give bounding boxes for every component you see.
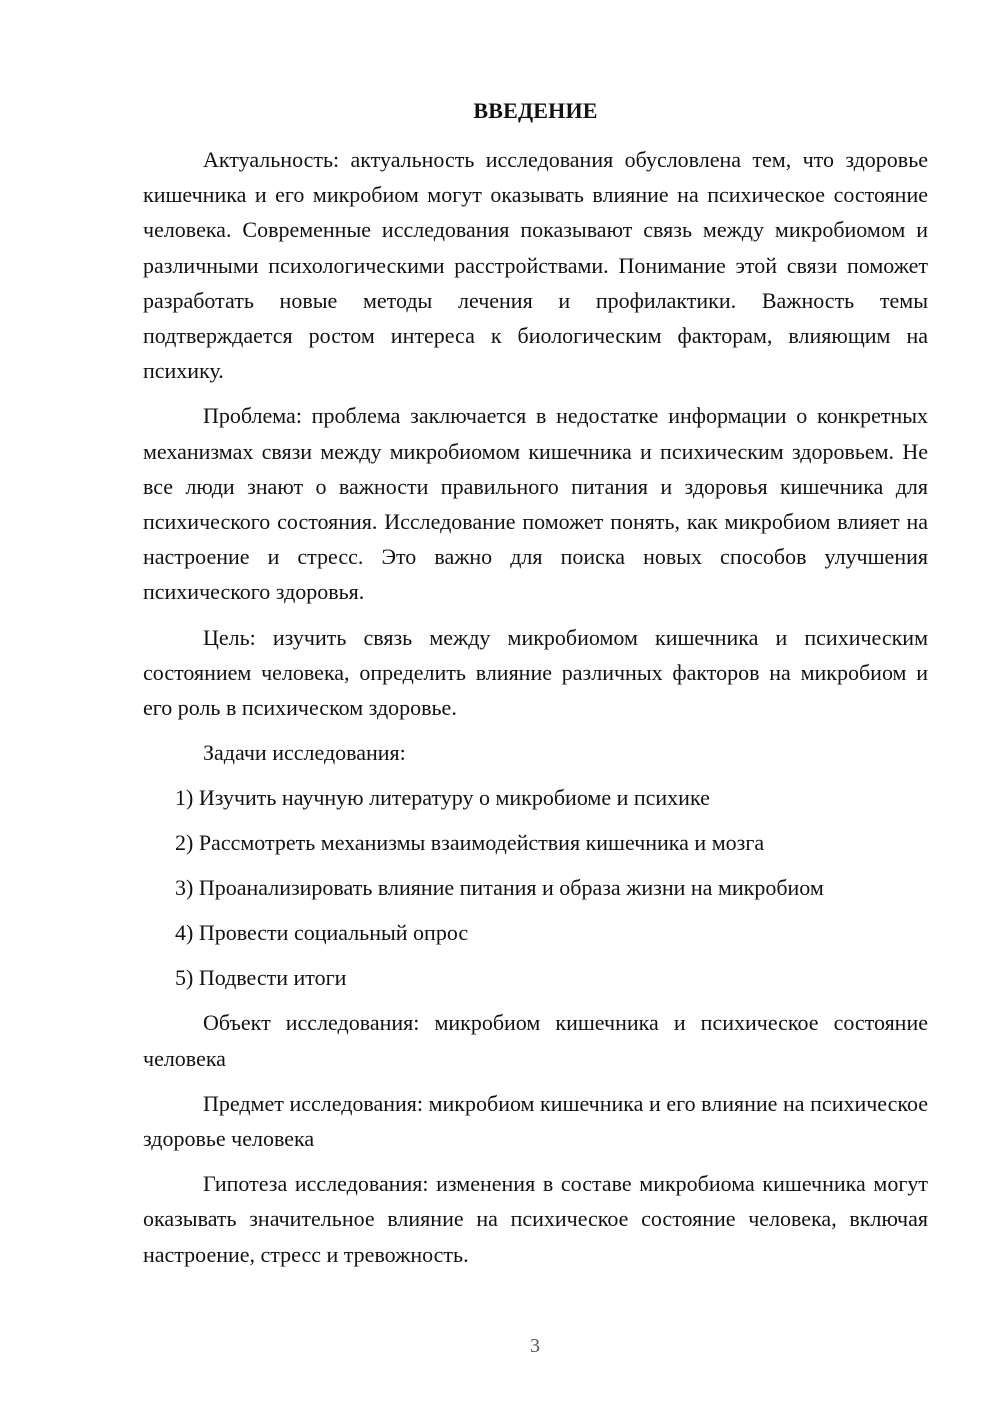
task-item: 5) Подвести итоги xyxy=(175,965,347,991)
task-item: 3) Проанализировать влияние питания и образа жизни на микробиом xyxy=(175,875,824,901)
relevance-paragraph: Актуальность: актуальность исследования обусловлена тем, что здоровье кишечника и его микробиом могут оказывать влияние на психическое состояние человека. Современные исследования показывают связь между микробиомом и различными психологическими расстройствами. Понимание этой связи поможет разработать новые методы лечения и профилактики. Важность темы подтверждается ростом интереса к биологическим факторам, влияющим на психику. xyxy=(143,147,928,384)
task-item: 2) Рассмотреть механизмы взаимодействия кишечника и мозга xyxy=(175,830,765,856)
problem-paragraph: Проблема: проблема заключается в недостатке информации о конкретных механизмах связи между микробиомом кишечника и психическим здоровьем. Не все люди знают о важности правильного питания и здоровья кишечника для психического состояния. Исследование поможет понять, как микробиом влияет на настроение и стресс. Это важно для поиска новых способов улучшения психического здоровья. xyxy=(143,403,928,605)
tasks-heading: Задачи исследования: xyxy=(203,740,406,766)
goal-paragraph: Цель: изучить связь между микробиомом кишечника и психическим состоянием человека, определить влияние различных факторов на микробиом и его роль в психическом здоровье. xyxy=(143,624,928,721)
object-paragraph: Объект исследования: микробиом кишечника и психическое состояние человека xyxy=(143,1010,928,1071)
page-number: 3 xyxy=(530,1335,540,1357)
subject-paragraph: Предмет исследования: микробиом кишечника и его влияние на психическое здоровье человека xyxy=(143,1090,928,1152)
page-title: ВВЕДЕНИЕ xyxy=(473,98,598,123)
task-item: 4) Провести социальный опрос xyxy=(175,920,469,946)
document-body xyxy=(143,142,928,1282)
task-item: 1) Изучить научную литературу о микробиоме и психике xyxy=(175,785,710,811)
tasks-list xyxy=(143,780,928,995)
hypothesis-paragraph: Гипотеза исследования: изменения в составе микробиома кишечника могут оказывать значительное влияние на психическое состояние человека, включая настроение, стресс и тревожность. xyxy=(143,1171,928,1267)
